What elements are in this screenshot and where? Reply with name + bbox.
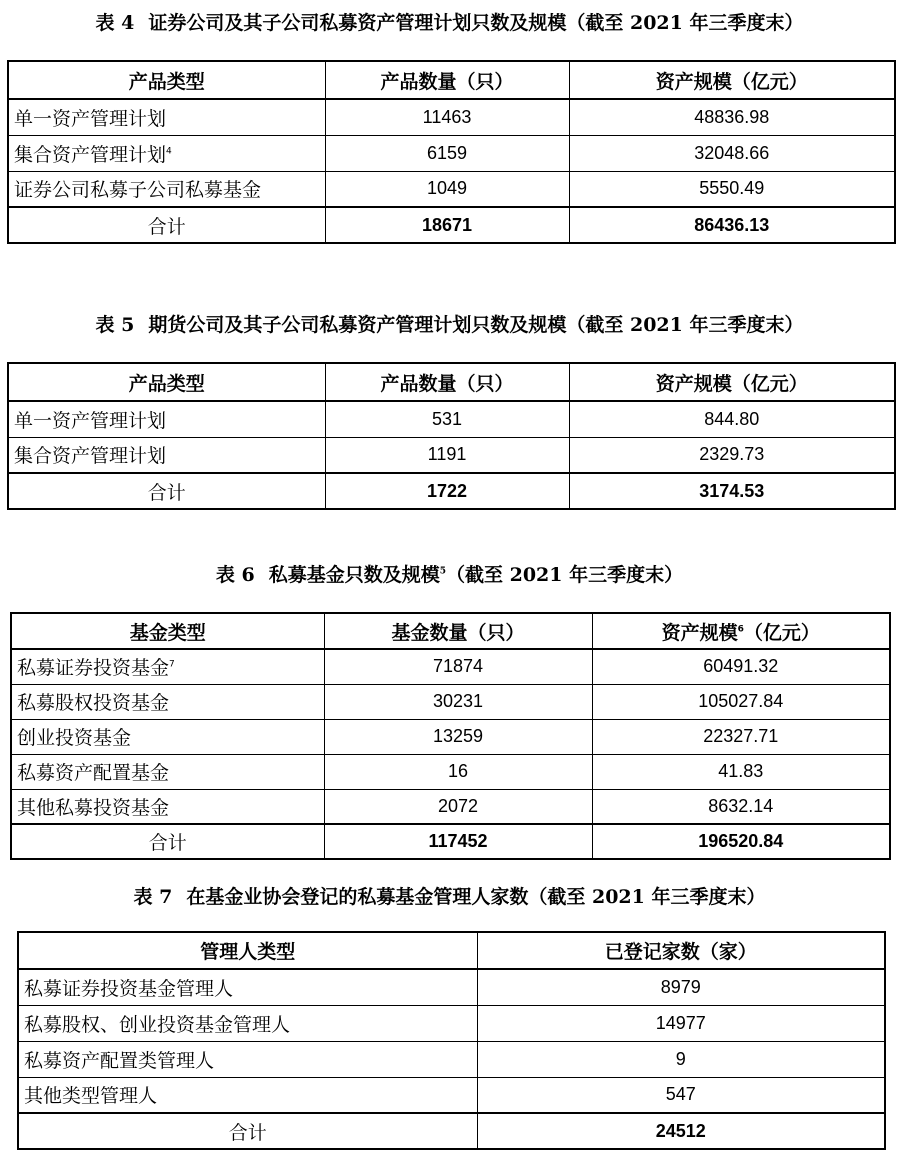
row-label: 私募股权、创业投资基金管理人	[18, 1005, 477, 1041]
total-count: 1722	[325, 473, 569, 509]
table-row	[8, 401, 895, 437]
total-row	[18, 1113, 885, 1149]
header-cell: 产品数量（只）	[325, 363, 569, 401]
row-label: 私募证券投资基金管理人	[18, 969, 477, 1005]
table7-caption	[0, 884, 899, 910]
table-row	[8, 171, 895, 207]
footnote-marker: 7	[169, 659, 175, 670]
row-count: 1049	[325, 171, 569, 207]
row-label: 私募证券投资基金	[17, 657, 170, 680]
header-cell: 产品数量（只）	[325, 61, 569, 99]
table-row	[8, 99, 895, 135]
row-count: 547	[477, 1077, 885, 1113]
table7-title: 在基金业协会登记的私募基金管理人家数（截至 2021 年三季度末）	[186, 886, 766, 908]
total-row	[8, 473, 895, 509]
row-scale: 32048.66	[569, 135, 895, 171]
table-row	[18, 1041, 885, 1077]
row-label-cell	[11, 649, 324, 684]
row-count: 16	[324, 754, 592, 789]
footnote-marker: 5	[439, 566, 446, 577]
table-row	[11, 684, 890, 719]
table6-title: 私募基金只数及规模	[268, 564, 440, 586]
header-text: 资产规模	[661, 621, 738, 644]
row-label: 其他私募投资基金	[11, 789, 324, 824]
table4-caption	[0, 10, 899, 36]
table5	[7, 362, 896, 510]
table-header-row	[8, 61, 895, 99]
total-count: 18671	[325, 207, 569, 243]
table-header-row	[8, 363, 895, 401]
row-label: 集合资产管理计划	[14, 143, 167, 166]
table5-number: 表 5	[95, 314, 135, 336]
table-row	[11, 719, 890, 754]
header-cell-scale	[592, 613, 890, 649]
row-count: 14977	[477, 1005, 885, 1041]
table5-caption	[0, 312, 899, 338]
row-label: 私募资产配置基金	[11, 754, 324, 789]
row-label: 证券公司私募子公司私募基金	[8, 171, 325, 207]
header-cell: 基金类型	[11, 613, 324, 649]
total-row	[11, 824, 890, 859]
table6-caption	[0, 562, 899, 588]
table7-number: 表 7	[133, 886, 173, 908]
total-scale: 3174.53	[569, 473, 895, 509]
row-label: 集合资产管理计划	[8, 437, 325, 473]
table-row	[8, 437, 895, 473]
table-header-row	[11, 613, 890, 649]
row-count: 531	[325, 401, 569, 437]
row-scale: 41.83	[592, 754, 890, 789]
row-count: 6159	[325, 135, 569, 171]
row-count: 13259	[324, 719, 592, 754]
row-count: 30231	[324, 684, 592, 719]
row-scale: 105027.84	[592, 684, 890, 719]
row-count: 1191	[325, 437, 569, 473]
header-cell: 管理人类型	[18, 932, 477, 969]
header-cell: 资产规模（亿元）	[569, 61, 895, 99]
table6-title-suffix: （截至 2021 年三季度末）	[446, 564, 684, 586]
table-row	[8, 135, 895, 171]
total-count: 117452	[324, 824, 592, 859]
total-label: 合计	[11, 824, 324, 859]
table-row	[11, 754, 890, 789]
footnote-marker: 4	[166, 146, 172, 157]
table4	[7, 60, 896, 244]
total-scale: 196520.84	[592, 824, 890, 859]
table-row	[18, 969, 885, 1005]
row-label-cell	[8, 135, 325, 171]
row-count: 71874	[324, 649, 592, 684]
row-scale: 22327.71	[592, 719, 890, 754]
header-cell: 已登记家数（家）	[477, 932, 885, 969]
total-row	[8, 207, 895, 243]
row-label: 私募股权投资基金	[11, 684, 324, 719]
total-label: 合计	[18, 1113, 477, 1149]
row-scale: 60491.32	[592, 649, 890, 684]
header-cell: 资产规模（亿元）	[569, 363, 895, 401]
row-scale: 5550.49	[569, 171, 895, 207]
total-count: 24512	[477, 1113, 885, 1149]
total-label: 合计	[8, 473, 325, 509]
row-count: 11463	[325, 99, 569, 135]
row-count: 2072	[324, 789, 592, 824]
row-scale: 2329.73	[569, 437, 895, 473]
table-row	[18, 1077, 885, 1113]
row-label: 私募资产配置类管理人	[18, 1041, 477, 1077]
total-scale: 86436.13	[569, 207, 895, 243]
table7	[17, 931, 886, 1150]
row-label: 创业投资基金	[11, 719, 324, 754]
table4-title: 证券公司及其子公司私募资产管理计划只数及规模（截至 2021 年三季度末）	[148, 12, 804, 34]
row-count: 8979	[477, 969, 885, 1005]
table5-title: 期货公司及其子公司私募资产管理计划只数及规模（截至 2021 年三季度末）	[148, 314, 804, 336]
footnote-marker: 6	[737, 624, 744, 635]
table-row	[18, 1005, 885, 1041]
row-label: 单一资产管理计划	[8, 401, 325, 437]
row-count: 9	[477, 1041, 885, 1077]
table-header-row	[18, 932, 885, 969]
header-cell: 产品类型	[8, 61, 325, 99]
table6	[10, 612, 891, 860]
table4-number: 表 4	[95, 12, 135, 34]
header-cell: 基金数量（只）	[324, 613, 592, 649]
row-scale: 48836.98	[569, 99, 895, 135]
row-label: 其他类型管理人	[18, 1077, 477, 1113]
row-scale: 844.80	[569, 401, 895, 437]
row-scale: 8632.14	[592, 789, 890, 824]
row-label: 单一资产管理计划	[8, 99, 325, 135]
header-cell: 产品类型	[8, 363, 325, 401]
header-unit: （亿元）	[743, 621, 820, 644]
table6-number: 表 6	[215, 564, 255, 586]
table-row	[11, 789, 890, 824]
total-label: 合计	[8, 207, 325, 243]
table-row	[11, 649, 890, 684]
